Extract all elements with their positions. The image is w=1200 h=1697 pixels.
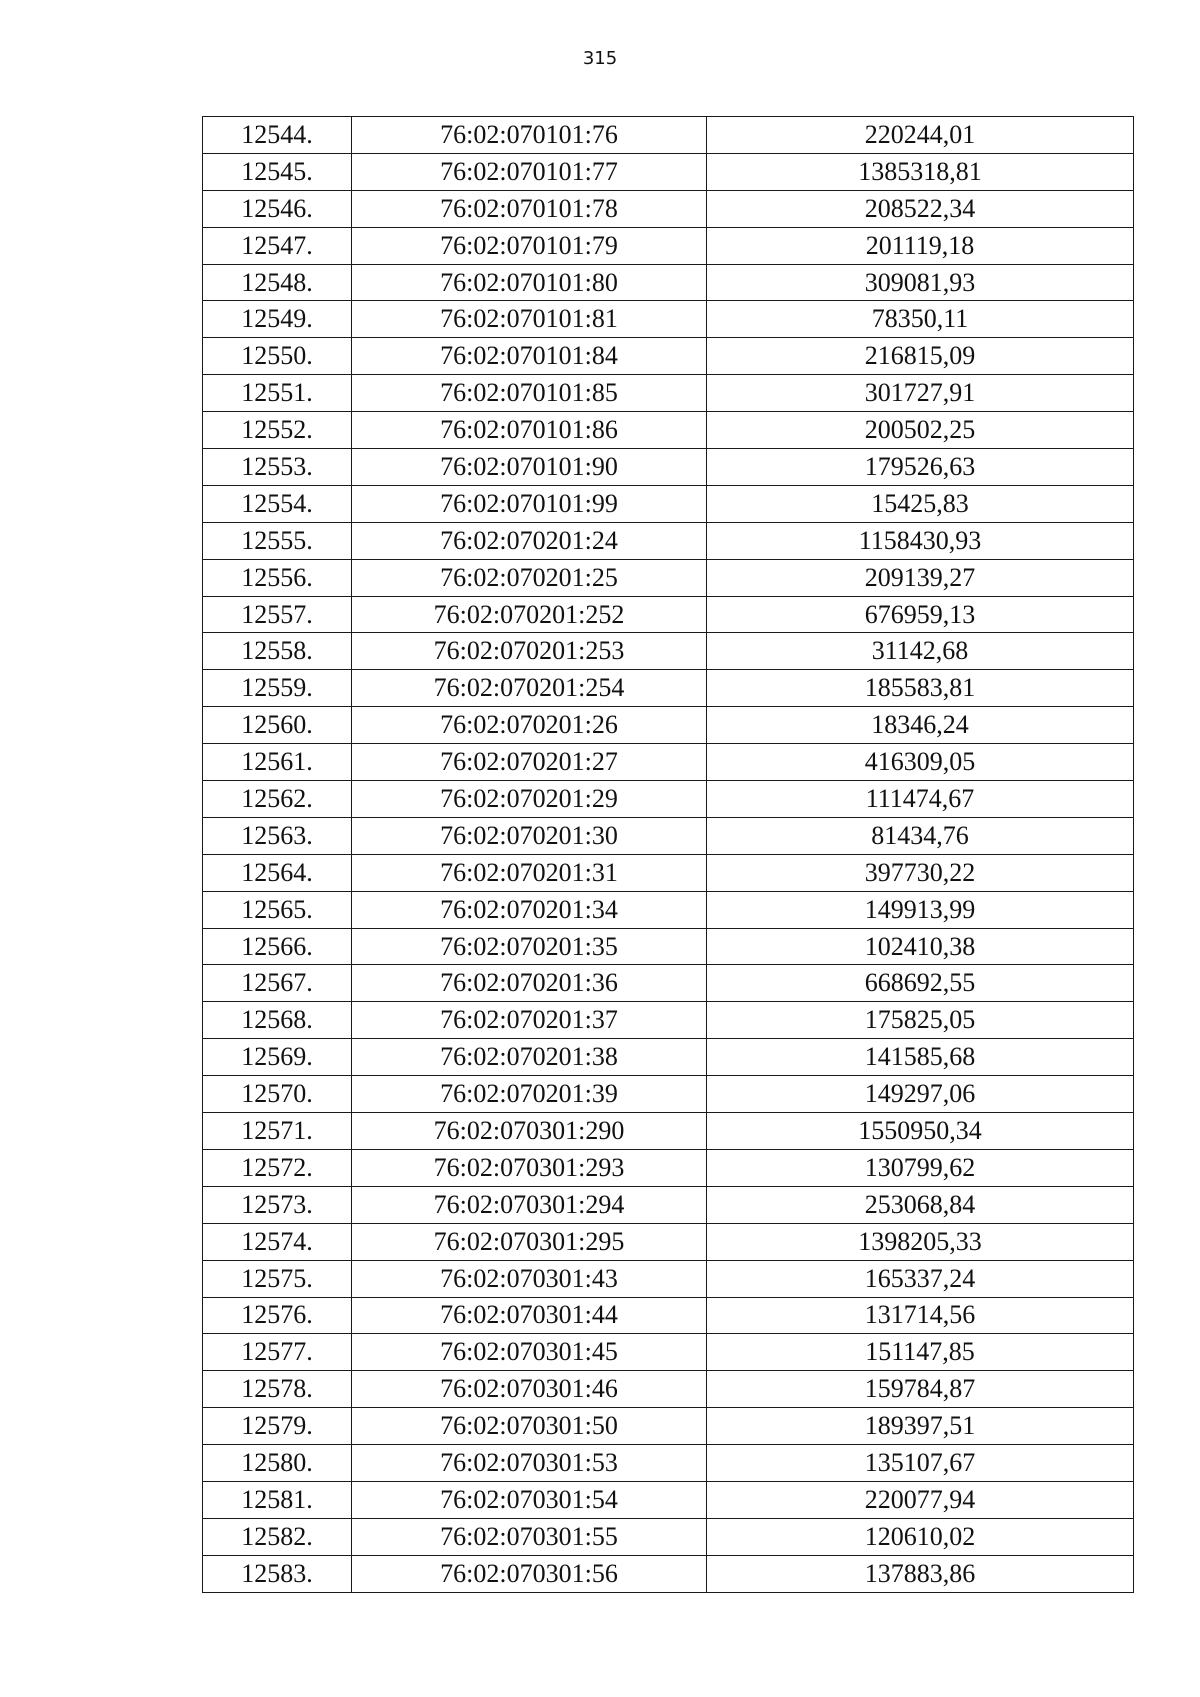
row-number-cell: 12547. bbox=[203, 227, 352, 264]
cadastral-number-cell: 76:02:070301:46 bbox=[352, 1371, 707, 1408]
value-cell: 179526,63 bbox=[707, 449, 1134, 486]
table-row bbox=[203, 744, 1134, 781]
row-number-cell: 12583. bbox=[203, 1555, 352, 1592]
value-cell: 1158430,93 bbox=[707, 522, 1134, 559]
row-number-cell: 12546. bbox=[203, 190, 352, 227]
table-row bbox=[203, 1113, 1134, 1150]
table-row bbox=[203, 1002, 1134, 1039]
value-cell: 416309,05 bbox=[707, 744, 1134, 781]
row-number-cell: 12578. bbox=[203, 1371, 352, 1408]
table-row bbox=[203, 375, 1134, 412]
table-row bbox=[203, 522, 1134, 559]
value-cell: 200502,25 bbox=[707, 412, 1134, 449]
value-cell: 1550950,34 bbox=[707, 1113, 1134, 1150]
value-cell: 676959,13 bbox=[707, 596, 1134, 633]
row-number-cell: 12564. bbox=[203, 854, 352, 891]
value-cell: 397730,22 bbox=[707, 854, 1134, 891]
value-cell: 81434,76 bbox=[707, 817, 1134, 854]
row-number-cell: 12557. bbox=[203, 596, 352, 633]
value-cell: 208522,34 bbox=[707, 190, 1134, 227]
value-cell: 309081,93 bbox=[707, 264, 1134, 301]
value-cell: 130799,62 bbox=[707, 1149, 1134, 1186]
row-number-cell: 12570. bbox=[203, 1076, 352, 1113]
row-number-cell: 12577. bbox=[203, 1334, 352, 1371]
value-cell: 216815,09 bbox=[707, 338, 1134, 375]
value-cell: 120610,02 bbox=[707, 1518, 1134, 1555]
table-body bbox=[203, 117, 1134, 1593]
page-number: 315 bbox=[582, 48, 618, 69]
cadastral-number-cell: 76:02:070301:55 bbox=[352, 1518, 707, 1555]
row-number-cell: 12565. bbox=[203, 891, 352, 928]
row-number-cell: 12560. bbox=[203, 707, 352, 744]
row-number-cell: 12553. bbox=[203, 449, 352, 486]
cadastral-number-cell: 76:02:070201:30 bbox=[352, 817, 707, 854]
cadastral-table bbox=[202, 116, 1134, 1593]
value-cell: 31142,68 bbox=[707, 633, 1134, 670]
cadastral-number-cell: 76:02:070101:80 bbox=[352, 264, 707, 301]
table-row bbox=[203, 1260, 1134, 1297]
table-row bbox=[203, 891, 1134, 928]
value-cell: 151147,85 bbox=[707, 1334, 1134, 1371]
cadastral-number-cell: 76:02:070201:34 bbox=[352, 891, 707, 928]
cadastral-number-cell: 76:02:070301:54 bbox=[352, 1481, 707, 1518]
table-row bbox=[203, 596, 1134, 633]
value-cell: 185583,81 bbox=[707, 670, 1134, 707]
table-row bbox=[203, 1334, 1134, 1371]
table-row bbox=[203, 190, 1134, 227]
cadastral-number-cell: 76:02:070101:84 bbox=[352, 338, 707, 375]
cadastral-number-cell: 76:02:070301:290 bbox=[352, 1113, 707, 1150]
row-number-cell: 12576. bbox=[203, 1297, 352, 1334]
cadastral-number-cell: 76:02:070201:36 bbox=[352, 965, 707, 1002]
table-row bbox=[203, 1445, 1134, 1482]
value-cell: 253068,84 bbox=[707, 1186, 1134, 1223]
cadastral-number-cell: 76:02:070101:86 bbox=[352, 412, 707, 449]
table-row bbox=[203, 781, 1134, 818]
row-number-cell: 12548. bbox=[203, 264, 352, 301]
row-number-cell: 12555. bbox=[203, 522, 352, 559]
value-cell: 668692,55 bbox=[707, 965, 1134, 1002]
cadastral-number-cell: 76:02:070301:43 bbox=[352, 1260, 707, 1297]
cadastral-number-cell: 76:02:070301:45 bbox=[352, 1334, 707, 1371]
table-row bbox=[203, 1408, 1134, 1445]
table-row bbox=[203, 1223, 1134, 1260]
row-number-cell: 12571. bbox=[203, 1113, 352, 1150]
cadastral-number-cell: 76:02:070101:78 bbox=[352, 190, 707, 227]
value-cell: 209139,27 bbox=[707, 559, 1134, 596]
row-number-cell: 12572. bbox=[203, 1149, 352, 1186]
row-number-cell: 12579. bbox=[203, 1408, 352, 1445]
cadastral-number-cell: 76:02:070101:99 bbox=[352, 485, 707, 522]
value-cell: 137883,86 bbox=[707, 1555, 1134, 1592]
cadastral-number-cell: 76:02:070201:26 bbox=[352, 707, 707, 744]
cadastral-number-cell: 76:02:070201:254 bbox=[352, 670, 707, 707]
row-number-cell: 12582. bbox=[203, 1518, 352, 1555]
value-cell: 159784,87 bbox=[707, 1371, 1134, 1408]
cadastral-number-cell: 76:02:070301:293 bbox=[352, 1149, 707, 1186]
row-number-cell: 12574. bbox=[203, 1223, 352, 1260]
row-number-cell: 12545. bbox=[203, 153, 352, 190]
cadastral-number-cell: 76:02:070201:38 bbox=[352, 1039, 707, 1076]
cadastral-number-cell: 76:02:070201:29 bbox=[352, 781, 707, 818]
table-row bbox=[203, 965, 1134, 1002]
cadastral-number-cell: 76:02:070301:44 bbox=[352, 1297, 707, 1334]
row-number-cell: 12580. bbox=[203, 1445, 352, 1482]
value-cell: 220244,01 bbox=[707, 117, 1134, 154]
value-cell: 201119,18 bbox=[707, 227, 1134, 264]
table-row bbox=[203, 1555, 1134, 1592]
row-number-cell: 12561. bbox=[203, 744, 352, 781]
table-row bbox=[203, 1297, 1134, 1334]
table-row bbox=[203, 1149, 1134, 1186]
value-cell: 141585,68 bbox=[707, 1039, 1134, 1076]
table-row bbox=[203, 449, 1134, 486]
row-number-cell: 12566. bbox=[203, 928, 352, 965]
cadastral-number-cell: 76:02:070201:252 bbox=[352, 596, 707, 633]
row-number-cell: 12552. bbox=[203, 412, 352, 449]
row-number-cell: 12550. bbox=[203, 338, 352, 375]
row-number-cell: 12568. bbox=[203, 1002, 352, 1039]
table-row bbox=[203, 117, 1134, 154]
row-number-cell: 12551. bbox=[203, 375, 352, 412]
value-cell: 78350,11 bbox=[707, 301, 1134, 338]
row-number-cell: 12575. bbox=[203, 1260, 352, 1297]
table-row bbox=[203, 301, 1134, 338]
value-cell: 1398205,33 bbox=[707, 1223, 1134, 1260]
row-number-cell: 12549. bbox=[203, 301, 352, 338]
cadastral-number-cell: 76:02:070101:79 bbox=[352, 227, 707, 264]
value-cell: 149297,06 bbox=[707, 1076, 1134, 1113]
table-row bbox=[203, 707, 1134, 744]
value-cell: 189397,51 bbox=[707, 1408, 1134, 1445]
cadastral-number-cell: 76:02:070201:35 bbox=[352, 928, 707, 965]
cadastral-number-cell: 76:02:070301:294 bbox=[352, 1186, 707, 1223]
cadastral-number-cell: 76:02:070101:81 bbox=[352, 301, 707, 338]
value-cell: 165337,24 bbox=[707, 1260, 1134, 1297]
table-row bbox=[203, 559, 1134, 596]
row-number-cell: 12558. bbox=[203, 633, 352, 670]
table-row bbox=[203, 338, 1134, 375]
cadastral-number-cell: 76:02:070101:77 bbox=[352, 153, 707, 190]
cadastral-number-cell: 76:02:070201:24 bbox=[352, 522, 707, 559]
table-row bbox=[203, 1518, 1134, 1555]
row-number-cell: 12544. bbox=[203, 117, 352, 154]
cadastral-number-cell: 76:02:070201:37 bbox=[352, 1002, 707, 1039]
row-number-cell: 12562. bbox=[203, 781, 352, 818]
row-number-cell: 12554. bbox=[203, 485, 352, 522]
cadastral-number-cell: 76:02:070301:295 bbox=[352, 1223, 707, 1260]
cadastral-number-cell: 76:02:070101:76 bbox=[352, 117, 707, 154]
table-row bbox=[203, 412, 1134, 449]
value-cell: 175825,05 bbox=[707, 1002, 1134, 1039]
row-number-cell: 12569. bbox=[203, 1039, 352, 1076]
value-cell: 301727,91 bbox=[707, 375, 1134, 412]
cadastral-number-cell: 76:02:070201:31 bbox=[352, 854, 707, 891]
row-number-cell: 12556. bbox=[203, 559, 352, 596]
cadastral-number-cell: 76:02:070101:90 bbox=[352, 449, 707, 486]
row-number-cell: 12573. bbox=[203, 1186, 352, 1223]
table-row bbox=[203, 817, 1134, 854]
row-number-cell: 12581. bbox=[203, 1481, 352, 1518]
cadastral-number-cell: 76:02:070201:27 bbox=[352, 744, 707, 781]
value-cell: 131714,56 bbox=[707, 1297, 1134, 1334]
cadastral-number-cell: 76:02:070201:39 bbox=[352, 1076, 707, 1113]
value-cell: 111474,67 bbox=[707, 781, 1134, 818]
table-row bbox=[203, 633, 1134, 670]
table-row bbox=[203, 928, 1134, 965]
table-row bbox=[203, 264, 1134, 301]
table-row bbox=[203, 1371, 1134, 1408]
table-row bbox=[203, 227, 1134, 264]
value-cell: 220077,94 bbox=[707, 1481, 1134, 1518]
table-row bbox=[203, 1186, 1134, 1223]
table-row bbox=[203, 670, 1134, 707]
cadastral-number-cell: 76:02:070201:253 bbox=[352, 633, 707, 670]
table-row bbox=[203, 1481, 1134, 1518]
value-cell: 102410,38 bbox=[707, 928, 1134, 965]
cadastral-number-cell: 76:02:070101:85 bbox=[352, 375, 707, 412]
cadastral-number-cell: 76:02:070301:53 bbox=[352, 1445, 707, 1482]
table-row bbox=[203, 1039, 1134, 1076]
cadastral-number-cell: 76:02:070301:50 bbox=[352, 1408, 707, 1445]
table-row bbox=[203, 485, 1134, 522]
row-number-cell: 12559. bbox=[203, 670, 352, 707]
value-cell: 15425,83 bbox=[707, 485, 1134, 522]
value-cell: 1385318,81 bbox=[707, 153, 1134, 190]
table-row bbox=[203, 1076, 1134, 1113]
table-row bbox=[203, 854, 1134, 891]
table-row bbox=[203, 153, 1134, 190]
value-cell: 18346,24 bbox=[707, 707, 1134, 744]
row-number-cell: 12563. bbox=[203, 817, 352, 854]
value-cell: 135107,67 bbox=[707, 1445, 1134, 1482]
cadastral-number-cell: 76:02:070201:25 bbox=[352, 559, 707, 596]
row-number-cell: 12567. bbox=[203, 965, 352, 1002]
cadastral-number-cell: 76:02:070301:56 bbox=[352, 1555, 707, 1592]
value-cell: 149913,99 bbox=[707, 891, 1134, 928]
